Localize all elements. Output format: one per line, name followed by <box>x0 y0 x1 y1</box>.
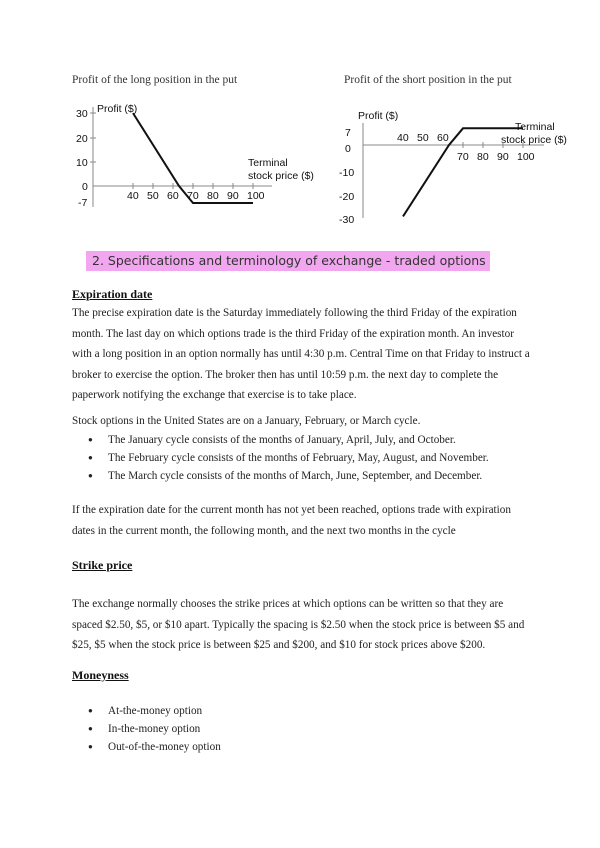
expiration-closing: If the expiration date for the current month has not yet been reached, options trade with expiration dates in the current month, the following month, and the next two months in the cycle <box>72 504 511 537</box>
y-axis-label: Profit ($) <box>97 103 138 115</box>
x-tick-label: 90 <box>227 190 239 202</box>
x-tick-label: 50 <box>147 190 159 202</box>
expiration-heading: Expiration date <box>72 287 153 301</box>
list-item: ● The March cycle consists of the months of March, June, September, and December. <box>72 467 489 485</box>
short-put-chart <box>332 103 592 228</box>
x-tick-label: 40 <box>397 132 409 144</box>
x-tick-label: 40 <box>127 190 139 202</box>
moneyness-list <box>72 702 221 756</box>
section-heading: 2. Specifications and terminology of exchange - traded options <box>86 251 490 271</box>
x-tick-label: 60 <box>437 132 449 144</box>
list-item: ● The February cycle consists of the months of February, May, August, and November. <box>72 449 489 467</box>
y-tick-label: 20 <box>76 133 88 145</box>
x-axis-label: Terminal <box>515 121 555 133</box>
x-tick-label: 100 <box>517 151 535 163</box>
y-tick-label: -30 <box>339 214 355 226</box>
x-tick-label: 80 <box>477 151 489 163</box>
list-item: ● At-the-money option <box>72 702 221 720</box>
x-axis-label: Terminal <box>248 157 288 169</box>
y-tick-label: 7 <box>345 127 351 139</box>
cycle-intro: Stock options in the United States are on a January, February, or March cycle. <box>72 415 421 427</box>
y-tick-label: -20 <box>339 191 355 203</box>
y-tick-label: 0 <box>345 143 351 155</box>
y-tick-label: -7 <box>78 197 88 209</box>
list-item: ● The January cycle consists of the months of January, April, July, and October. <box>72 431 489 449</box>
strike-heading: Strike price <box>72 558 133 572</box>
y-tick-label: -10 <box>339 167 355 179</box>
x-tick-label: 100 <box>247 190 265 202</box>
expiration-paragraph: The precise expiration date is the Saturday immediately following the third Friday of the expiration month. The last day on which options trade is the third Friday of the expiration month. An investor with a long position in an option normally has until 4:30 p.m. Central Time on that Friday to instruct a broker to exercise the option. The broker then has until 10:59 p.m. the next day to complete the paperwork notifying the exchange that exercise is to take place. <box>72 307 530 401</box>
x-tick-label: 70 <box>187 190 199 202</box>
long-put-caption: Profit of the long position in the put <box>72 74 238 86</box>
strike-paragraph: The exchange normally chooses the strike prices at which options can be written so that they are spaced $2.50, $5, or $10 apart. Typically the spacing is $2.50 when the stock price is between $5 and $25, $5 when the stock price is between $25 and $200, and $10 for stock prices above $200. <box>72 598 525 651</box>
x-axis-label: stock price ($) <box>248 170 314 182</box>
cycle-list <box>72 431 489 485</box>
x-tick-label: 80 <box>207 190 219 202</box>
y-axis-label: Profit ($) <box>358 110 399 122</box>
x-tick-label: 50 <box>417 132 429 144</box>
x-tick-label: 70 <box>457 151 469 163</box>
list-item: ● In-the-money option <box>72 720 221 738</box>
y-tick-label: 10 <box>76 157 88 169</box>
y-tick-label: 0 <box>82 181 88 193</box>
moneyness-heading: Moneyness <box>72 668 129 682</box>
short-put-caption: Profit of the short position in the put <box>344 74 512 86</box>
x-tick-label: 60 <box>167 190 179 202</box>
list-item: ● Out-of-the-money option <box>72 738 221 756</box>
long-put-chart <box>60 95 320 220</box>
y-tick-label: 30 <box>76 108 88 120</box>
x-tick-label: 90 <box>497 151 509 163</box>
x-axis-label: stock price ($) <box>501 134 567 146</box>
